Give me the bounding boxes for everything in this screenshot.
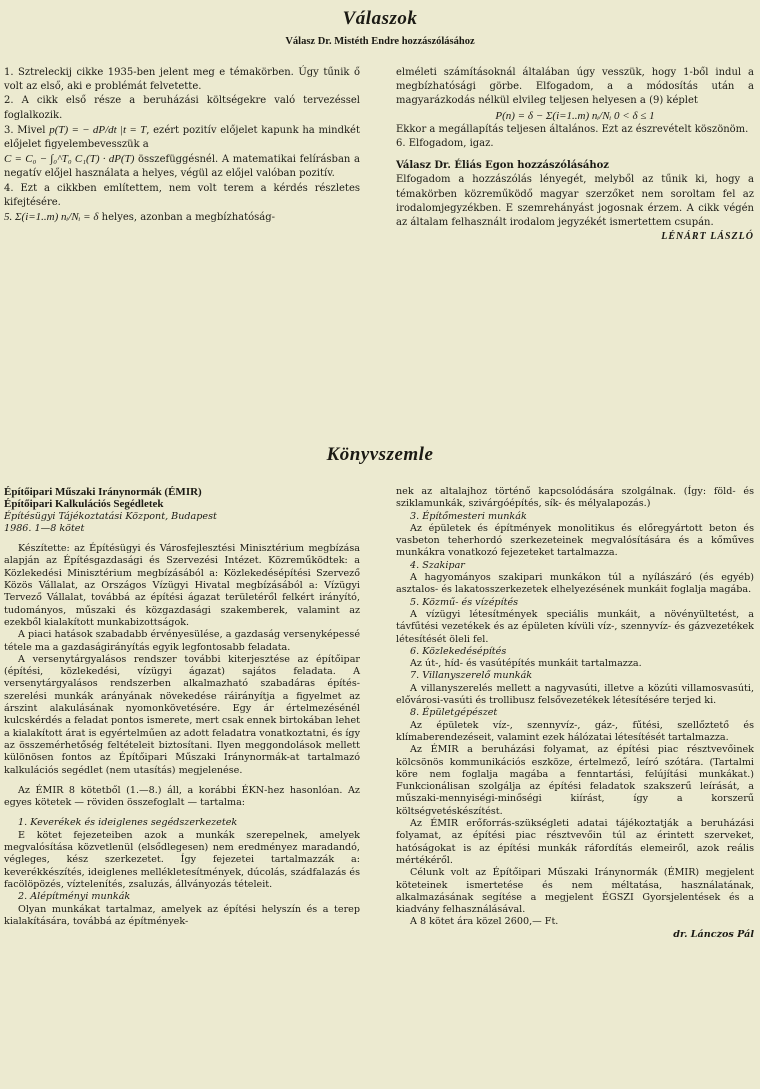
volume-3-text: Az épületek és építmények monolitikus és előregyártott beton és vasbeton teherhordó szerkezeteinek megvalósítására és a kőműves munkákra vonatkozó fejezeteket tartalmazza. — [396, 522, 754, 559]
volume-7-title: 7. Villanyszerelő munkák — [410, 670, 533, 682]
volume-2-title: 2. Alépítményi munkák — [18, 891, 131, 903]
formula-c-integral: C = C₀ − ∫₀^T₀ C₁(T) · dP(T) — [4, 153, 135, 166]
review-conclusion-1: Az ÉMIR a beruházási folyamat, az építési piac résztvevőinek kölcsönös kommunikációs eszköze, értelmező, leíró szótára. (Tartalmi köre nem foglalja magába a fenntartási, felújítási munkákat.) Funkcionálisan szolgálja az építési feladatok szakszerű leírását, a műszaki-mennyiségi-minőségi kiírást, így a korszerű költségvetéskészítést. — [396, 744, 754, 817]
review-conclusion-2: Az ÉMIR erőforrás-szükségleti adatai tájékoztatják a beruházási folyamat, az építési piac résztvevőin túl az érintett szerveket, hatóságokat is az építési munkák ráfordítás elemeiről, azok reális mértékéről. — [396, 818, 754, 866]
answer-5 — [4, 210, 360, 225]
volume-6-text: Az út-, híd- és vasútépítés munkáit tartalmazza. — [410, 658, 642, 670]
formula-sum-ni: 5. Σ(i=1..m) nᵢ/Nᵢ = δ — [4, 211, 99, 224]
reviewer-signature: dr. Lánczos Pál — [673, 928, 754, 940]
formula-9: P(n) = δ − Σ(i=1..m) nᵢ/Nᵢ 0 < δ ≤ 1 — [495, 109, 655, 122]
answer-3-continued — [4, 152, 360, 181]
review-right-column — [396, 486, 754, 941]
answer-4: 4. Ezt a cikkben említettem, nem volt terem a kérdés részletes kifejtésére. — [4, 182, 360, 208]
answer-3-text: , ezért pozitív előjelet kapunk ha mindkét előjelet figyelembevesszük a — [4, 124, 360, 151]
section-title-konyvszemle: Könyvszemle — [326, 444, 434, 465]
answer-3 — [4, 123, 360, 152]
volume-8-title: 8. Épületgépészet — [410, 707, 498, 719]
reply-subtitle-mistéth: Válasz Dr. Mistéth Endre hozzászólásához — [285, 36, 475, 47]
volume-3-title: 3. Építőmesteri munkák — [410, 510, 527, 522]
review-conclusion-3: Célunk volt az Építőipari Műszaki Iránynormák (ÉMIR) megjelent köteteinek ismertetése és nem méltatása, használatának, alkalmazásának segítése a megjelent ÉGSZI Gyorsjelentések és a kiadvány felhasználásával. — [396, 867, 754, 916]
volume-2-continued: nek az altalajhoz történő kapcsolódására szolgálnak. (Így: föld- és sziklamunkák, szivárgóépítés, sík- és mélyalapozás.) — [396, 486, 754, 510]
answer-5-text: helyes, azonban a megbízhatóság- — [101, 212, 276, 224]
reply-elias-text: Elfogadom a hozzászólás lényegét, melyből az tűnik ki, hogy a témakörben közreműködő magyar szerzőket nem soroltam fel az irodalomjegyzékben. E szemrehányást jogosnak érzem. A cikk végén az általam felhasznált irodalom jegyzékét ismertettem csupán. — [396, 174, 754, 229]
answer-2: 2. A cikk első része a beruházási költségekre való tervezéssel foglalkozik. — [4, 95, 360, 121]
answer-1: 1. Sztreleckij cikke 1935-ben jelent meg e témakörben. Úgy tűnik ő volt az első, aki e problémát felvetette. — [4, 67, 360, 93]
review-paragraph-3: A versenytárgyalásos rendszer további kiterjesztése az építőipar (építési, közlekedési, vízügyi ágazat) sajátos feladata. A versenytárgyalásos rendszerben alkalmazható szabadáras építés-szerelési munkák arányának növekedése ráirányítja a figyelmet az árszint alakulásának nyomonkövetésére. Egy ár értelmezésénél kulcskérdés a feladat pontos ismerete, mert csak ennek birtokában lehet a kialakított árat is egyértelműen az adott feladatra vonatkoztatni, és így az összemérhetőség feltételeit biztosítani. Ilyen meggondolások mellett különösen fontos az Építőipari Műszaki Iránynormák-at tartalmazó kalkulációs segédlet (nem utasítás) megjelenése. — [4, 653, 360, 776]
volume-4-title: 4. Szakipar — [410, 559, 465, 571]
volume-2-text: Olyan munkákat tartalmaz, amelyek az építési helyszín és a terep kialakítására, továbbá az építmények- — [4, 903, 360, 927]
book-title-2: Építőipari Kalkulációs Segédletek — [4, 498, 164, 511]
volume-7-text: A villanyszerelés mellett a nagyvasúti, illetve a közúti villamosvasúti, elővárosi-vasúti és trollibusz felsővezetékek létesítésére terjed ki. — [396, 682, 754, 707]
answer-6: 6. Elfogadom, igaz. — [396, 138, 494, 150]
volume-6-title: 6. Közlekedésépítés — [410, 645, 507, 657]
review-left-column — [4, 486, 360, 928]
section-title-valaszok: Válaszok — [342, 8, 418, 29]
valaszok-left-column — [4, 66, 360, 225]
answer-3-intro: 3. Mivel — [4, 124, 46, 136]
review-paragraph-2: A piaci hatások szabadabb érvényesülése, a gazdaság versenyképessé tétele ma a gazdaságirányítás egyik legfontosabb feladata. — [4, 629, 360, 653]
answer-3-text2: összefüggésnél. A matematikai felírásban a negatív előjel használata a helyes, végül az előjel valóban pozitív. — [4, 154, 360, 180]
formula-p-of-t: p(T) = − dP/dt |t = T — [49, 123, 147, 136]
volume-1-title: 1. Keverékek és ideiglenes segédszerkezetek — [18, 817, 238, 829]
reply-subtitle-elias: Válasz Dr. Éliás Egon hozzászólásához — [396, 160, 609, 172]
review-paragraph-4: Az ÉMIR 8 kötetből (1.—8.) áll, a korábbi ÉKN-hez hasonlóan. Az egyes kötetek — röviden összefoglalt — tartalma: — [4, 784, 360, 809]
volume-8-text: Az épületek víz-, szennyvíz-, gáz-, fűtési, szellőztető és klímaberendezéseit, valamint ezek hálózatai létesítését tartalmazza. — [396, 719, 754, 743]
book-publisher: Építésügyi Tájékoztatási Központ, Budapest — [4, 510, 217, 522]
answer-5-conclusion: Ekkor a megállapítás teljesen általános. Ezt az észrevételt köszönöm. — [396, 123, 749, 135]
answer-5-continued: elméleti számításoknál általában úgy vesszük, hogy 1-ből indul a megbízhatósági görbe. Elfogadom, a a módosítás után a magyarázkodás nélkül elvileg teljesen helyesen a (9) képlet — [396, 67, 754, 107]
volume-1-text: E kötet fejezeteiben azok a munkák szerepelnek, amelyek megvalósítása közvetlenül (elsődlegesen) nem eredményez maradandó, végleges, kész szerkezetet. Így fejezetei tartalmazzák a: keverékkészítés, ideiglenes mellékletesítmények, dúcolás, szádfalazás és facölöpözés, víztelenítés, zsaluzás, állványozás tételeit. — [4, 829, 360, 890]
review-paragraph-1: Készítette: az Építésügyi és Városfejlesztési Minisztérium megbízása alapján az Építésgazdasági és Szervezési Intézet. Közreműködtek: a Közlekedési Minisztérium megbízásából a: Közlekedésépítési Szervező Közös Vállalat, az Országos Vízügyi Hivatal megbízásából a: Vízügyi Tervező Vállalat, továbbá az építési ágazat területéről felkért irányító, tudományos, műszaki és közgazdasági szakemberek, valamint az ezekből kialakított munkabizottságok. — [4, 543, 360, 628]
book-title-1: Építőipari Műszaki Iránynormák (ÉMIR) — [4, 486, 202, 498]
volume-4-text: A hagyományos szakipari munkákon túl a nyílászáró (és egyéb) asztalos- és lakatosszerkezetek elhelyezésének munkáit foglalja magába. — [396, 572, 754, 596]
valaszok-right-column — [396, 66, 754, 244]
author-signature: LÉNÁRT LÁSZLÓ — [661, 231, 754, 243]
review-price: A 8 kötet ára közel 2600,— Ft. — [410, 916, 559, 928]
volume-5-title: 5. Közmű- és vízépítés — [410, 596, 519, 608]
book-year: 1986. 1—8 kötet — [4, 522, 85, 534]
volume-5-text: A vízügyi létesítmények speciális munkáit, a növényültetést, a távfűtési vezetékek és az épületen kívüli víz-, szennyvíz- és gázvezetékek létesítését öleli fel. — [396, 608, 754, 645]
